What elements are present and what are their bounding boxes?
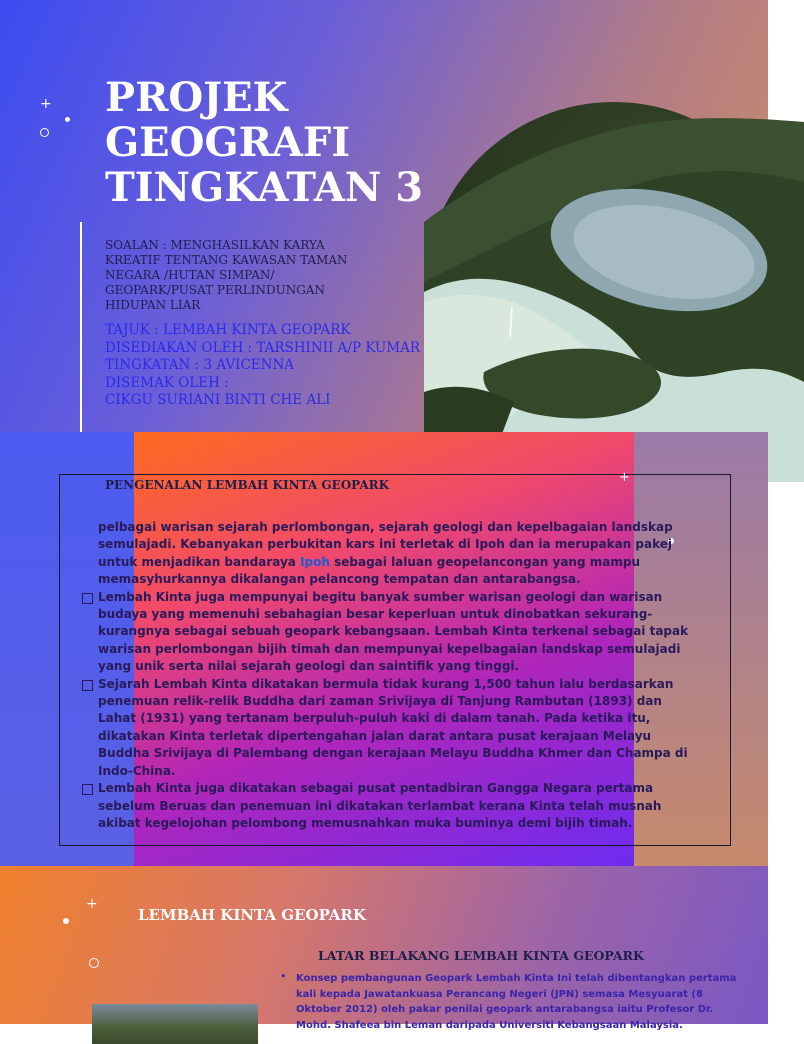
ipoh-link[interactable]: Ipoh [300,554,330,569]
lake-photo-illustration [424,102,804,482]
plus-icon: + [40,96,52,112]
bullet-item: Sejarah Lembah Kinta dikatakan bermula tidak kurang 1,500 tahun lalu berdasarkan penemuan relik-relik Buddha dari zaman Srivijaya di Tanjung Rambutan (1893) dan Lahat (1931) yang tertanam berpuluh-puluh kaki di dalam tanah. Pada ketika itu, dikatakan Kinta terletak dipertengahan jalan darat antara pusat kerajaan Melayu Buddha Srivijaya di Palembang dengan kerajaan Melayu Buddha Khmer dan Champa di Indo-China. [80,676,700,780]
ring-icon [40,128,49,137]
info-author: DISEDIAKAN OLEH : TARSHINII A/P KUMAR [105,339,421,356]
section-heading: PENGENALAN LEMBAH KINTA GEOPARK [105,478,390,492]
title-line: GEOGRAFI [105,119,351,166]
divider-line [80,222,82,432]
ring-icon [89,958,99,968]
title-line: PROJEK [105,74,288,121]
info-class: TINGKATAN : 3 AVICENNA [105,357,295,373]
dot-icon [63,918,69,924]
info-reviewer: CIKGU SURIANI BINTI CHE ALI [105,392,331,408]
intro-text-b: sebagai laluan geopelancongan yang mampu memasyhurkannya dikalangan pelancong tempatan dan antarabangsa. [98,554,640,587]
question-text: SOALAN : MENGHASILKAN KARYA KREATIF TENTANG KAWASAN TAMAN NEGARA /HUTAN SIMPAN/ GEOPARK/PUSAT PERLINDUNGAN HIDUPAN LIAR [105,238,348,312]
intro-text-a: pelbagai warisan sejarah perlombongan, sejarah geologi dan kepelbagaian landskap semulajadi. Kebanyakan perbukitan kars ini terletak di Ipoh dan ia merupakan pakej untuk menjadikan bandaraya [98,520,673,569]
landscape-photo [92,1004,258,1044]
info-title: TAJUK : LEMBAH KINTA GEOPARK [105,322,351,338]
slide-title [0,0,768,432]
intro-paragraph [80,519,700,589]
project-info [105,322,425,410]
info-reviewer-label: DISEMAK OLEH : [105,374,229,391]
page-title [105,75,435,210]
bullet-icon: • [280,970,287,983]
bullet-item: Lembah Kinta juga mempunyai begitu banyak sumber warisan geologi dan warisan budaya yang memenuhi sebahagian besar keperluan untuk dinobatkan sekurang-kurangnya sebagai sebuah geopark kebangsaan. Lembah Kinta terkenal sebagai tapak warisan perlombongan bijih timah dan mempunyai kepelbagaian landskap semulajadi yang unik serta nilai sejarah geologi dan saintifik yang tinggi. [80,589,700,676]
plus-icon: + [619,470,630,485]
plus-icon: + [86,896,98,912]
bullet-item: Lembah Kinta juga dikatakan sebagai pusat pentadbiran Gangga Negara pertama sebelum Beruas dan penemuan ini dikatakan terlambat kerana Kinta telah musnah akibat kegelojohan pelombong memusnahkan muka buminya demi bijih timah. [80,780,700,832]
dot-icon [65,117,70,122]
title-line: TINGKATAN 3 [105,164,424,211]
slide-background [0,866,768,1031]
section-subtitle: LATAR BELAKANG LEMBAH KINTA GEOPARK [318,948,644,963]
slide-introduction [0,432,768,866]
intro-body [80,519,700,832]
slide-title-text: LEMBAH KINTA GEOPARK [138,906,366,924]
lake-photo [424,102,804,482]
background-text: Konsep pembangunan Geopark Lembah Kinta Ini telah dibentangkan pertama kali kepada Jawatankuasa Perancang Negeri (JPN) semasa Mesyuarat (8 Oktober 2012) oleh pakar penilai geopark antarabangsa iaitu Profesor Dr. Mohd. Shafeea bin Leman daripada Universiti Kebangsaan Malaysia. [296,973,737,1031]
